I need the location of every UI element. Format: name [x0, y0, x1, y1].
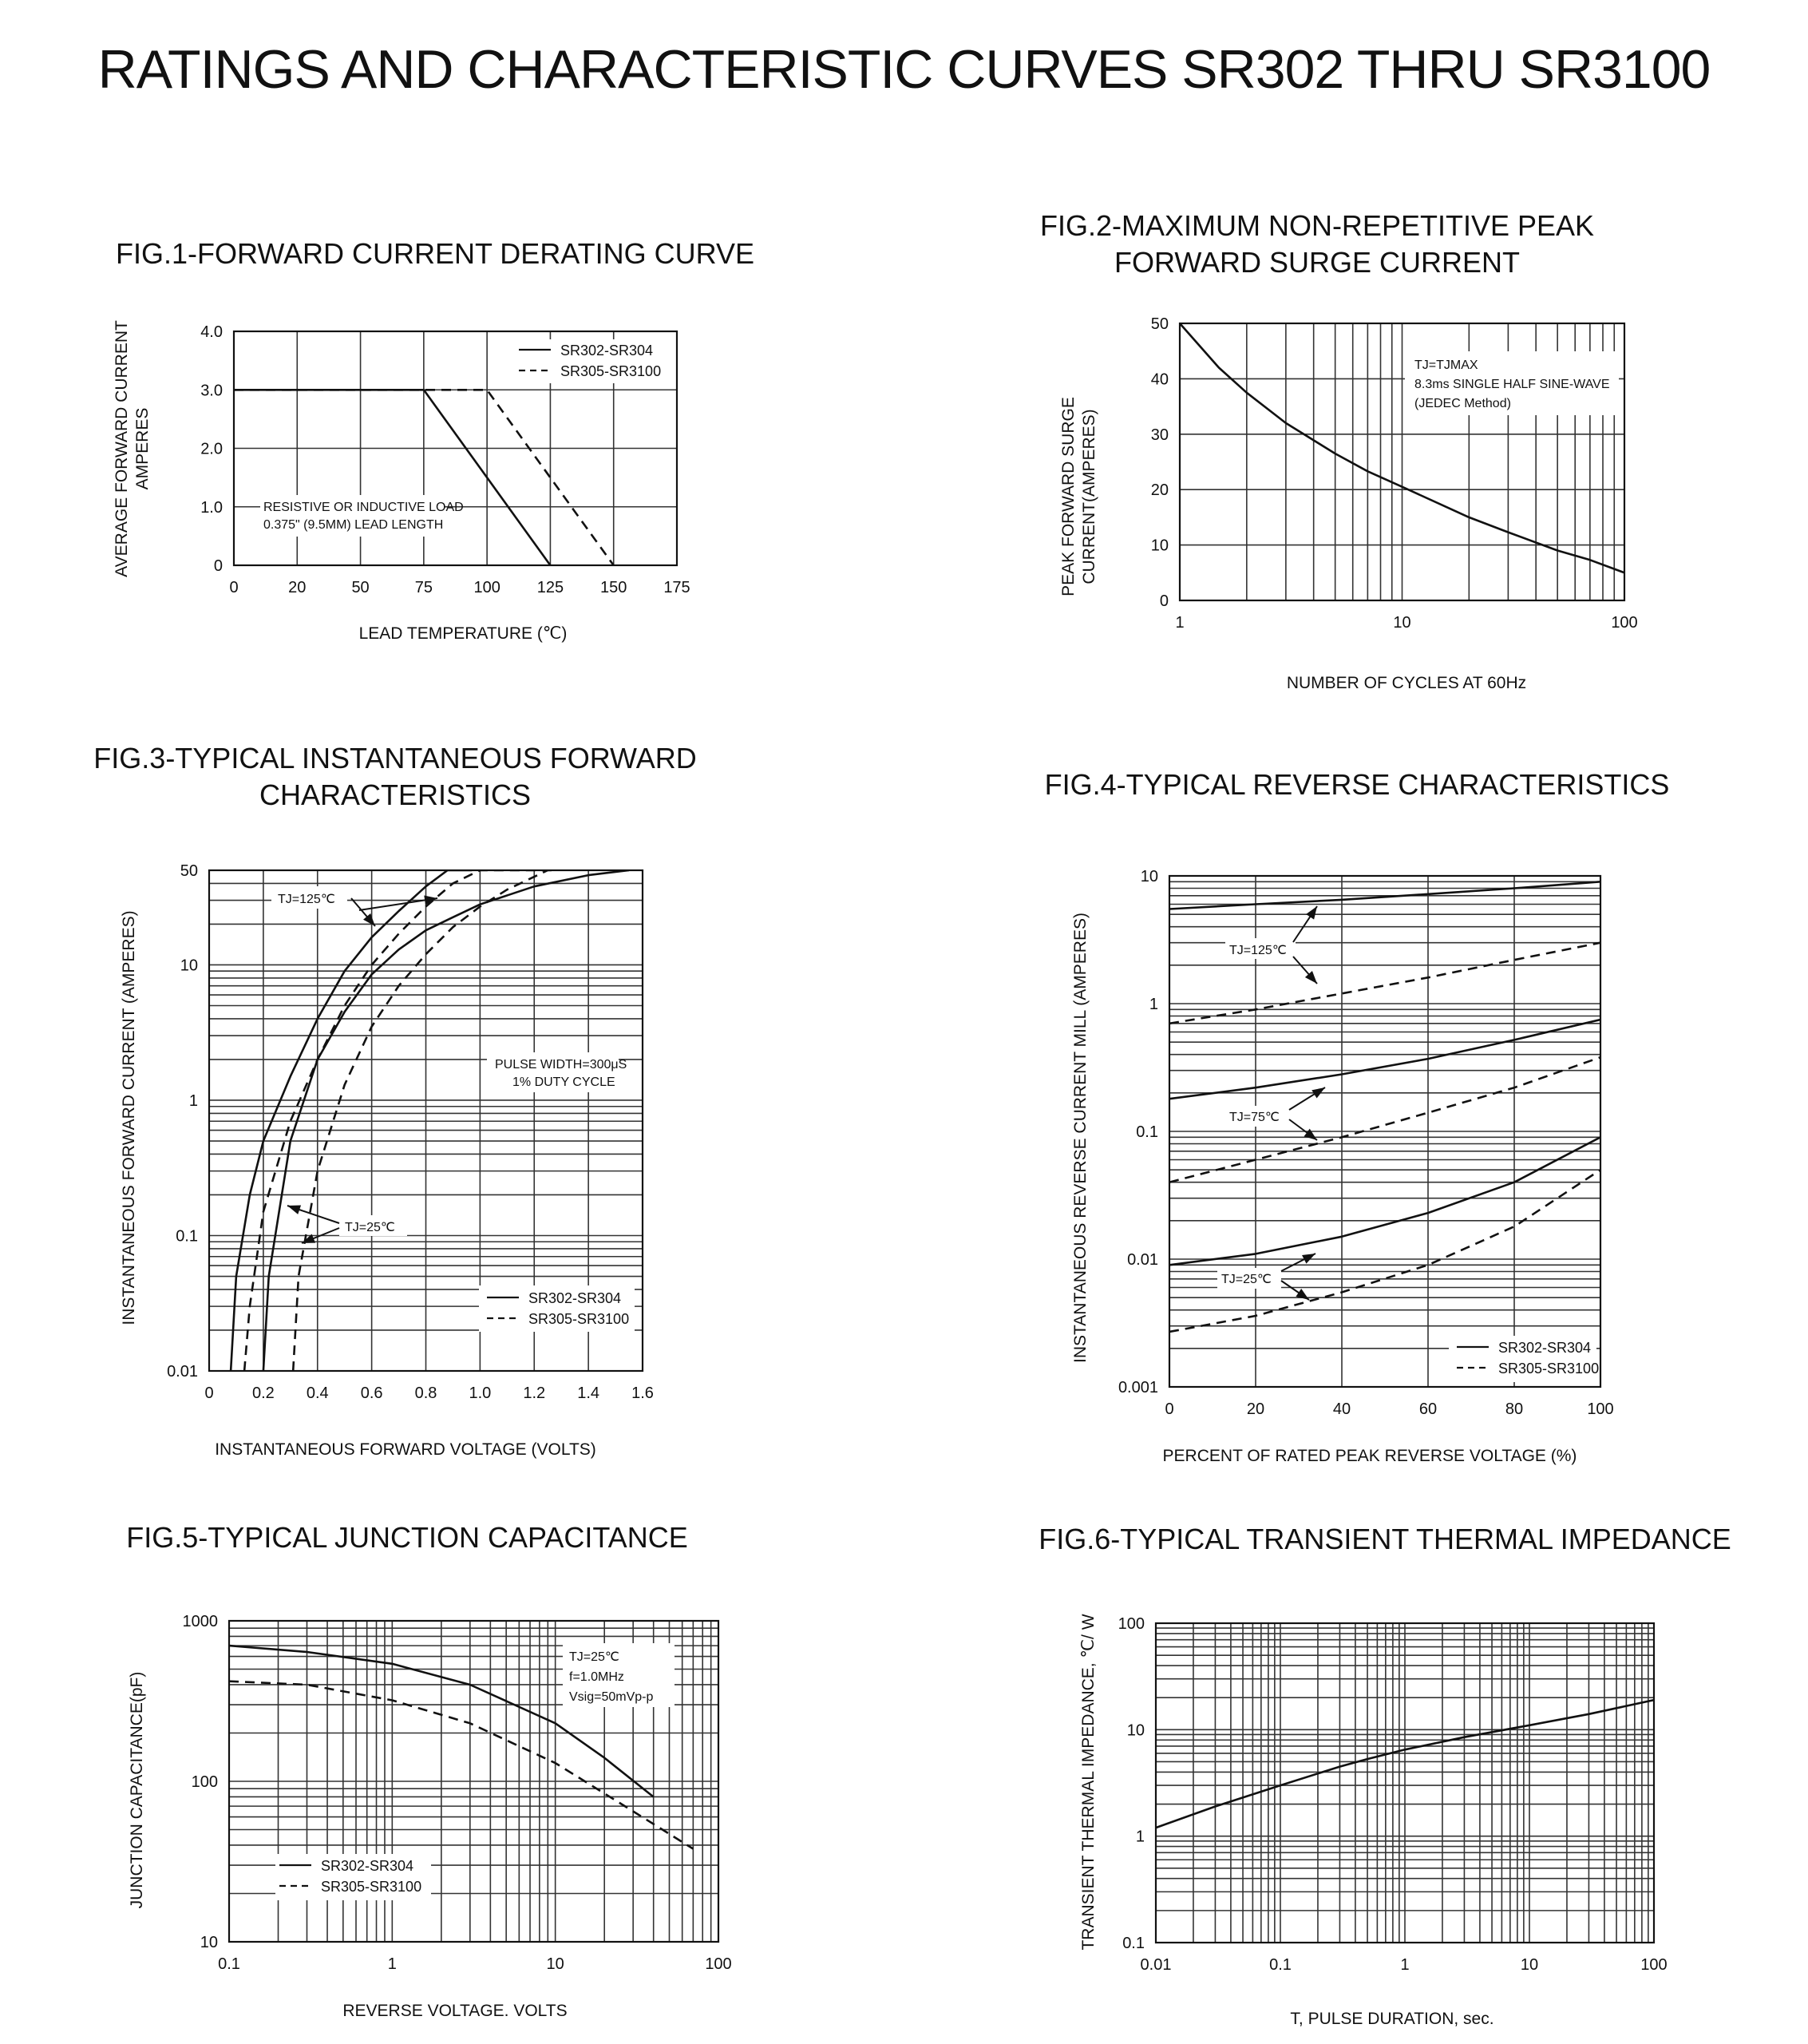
- chart-annotation: TJ=TJMAX: [1414, 358, 1478, 372]
- chart-annotation: 8.3ms SINGLE HALF SINE-WAVE: [1414, 378, 1610, 391]
- y-tick-label: 1000: [182, 1613, 218, 1630]
- legend-label-solid: SR302-SR304: [528, 1290, 622, 1306]
- y-tick-label: 0: [213, 557, 223, 575]
- chart-annotation-tj75: TJ=75℃: [1229, 1111, 1280, 1124]
- y-axis-label: CURRENT(AMPERES): [1080, 409, 1098, 584]
- y-tick-label: 0.01: [167, 1363, 198, 1380]
- y-tick-label: 1: [1149, 996, 1158, 1013]
- y-tick-label: 50: [1150, 315, 1169, 333]
- y-tick-label: 0.001: [1118, 1379, 1158, 1396]
- y-tick-label: 50: [180, 862, 198, 880]
- x-tick-label: 1.0: [469, 1384, 492, 1402]
- y-axis-label: AMPERES: [133, 407, 152, 490]
- x-tick-label: 80: [1505, 1400, 1524, 1418]
- x-tick-label: 0.1: [1269, 1956, 1292, 1974]
- page-title: RATINGS AND CHARACTERISTIC CURVES SR302 THRU SR3100: [97, 39, 1711, 100]
- x-tick-label: 1.2: [523, 1384, 546, 1402]
- chart-annotation-tj25: TJ=25℃: [345, 1221, 395, 1234]
- y-tick-label: 0.1: [1122, 1935, 1145, 1952]
- y-tick-label: 1: [1135, 1828, 1145, 1846]
- chart-annotation: TJ=25℃: [569, 1650, 619, 1664]
- chart-annotation-tj125: TJ=125℃: [1229, 944, 1287, 957]
- y-axis-label: TRANSIENT THERMAL IMPEDANCE, ℃/ W: [1079, 1614, 1098, 1951]
- x-axis-label: REVERSE VOLTAGE. VOLTS: [342, 2002, 568, 2020]
- x-tick-label: 0.8: [414, 1384, 437, 1402]
- y-tick-label: 10: [180, 957, 198, 975]
- x-tick-label: 20: [288, 579, 307, 596]
- x-tick-label: 10: [546, 1955, 564, 1973]
- x-tick-label: 0.6: [360, 1384, 383, 1402]
- x-tick-label: 100: [473, 579, 500, 596]
- x-tick-label: 20: [1246, 1400, 1265, 1418]
- y-axis-label: PEAK FORWARD SURGE: [1059, 397, 1078, 596]
- y-tick-label: 10: [1126, 1721, 1145, 1740]
- chart-annotation-tj125: TJ=125℃: [278, 893, 335, 906]
- legend-label-dashed: SR305-SR3100: [528, 1311, 630, 1327]
- chart-annotation: (JEDEC Method): [1414, 397, 1511, 410]
- x-tick-label: 75: [414, 579, 433, 596]
- x-tick-label: 1: [387, 1955, 397, 1973]
- chart-title: FIG.6-TYPICAL TRANSIENT THERMAL IMPEDANCE: [1039, 1523, 1731, 1555]
- x-axis-label: INSTANTANEOUS FORWARD VOLTAGE (VOLTS): [215, 1440, 596, 1459]
- y-axis-label: JUNCTION CAPACITANCE(pF): [128, 1671, 146, 1909]
- y-tick-label: 0: [1159, 592, 1169, 610]
- x-tick-label: 40: [1332, 1400, 1351, 1418]
- x-tick-label: 10: [1520, 1956, 1539, 1974]
- chart-title: FORWARD SURGE CURRENT: [1114, 246, 1521, 279]
- chart-title: FIG.5-TYPICAL JUNCTION CAPACITANCE: [126, 1521, 688, 1554]
- chart-annotation-duty: 1% DUTY CYCLE: [512, 1075, 615, 1089]
- x-tick-label: 0: [1165, 1400, 1174, 1418]
- legend-label-dashed: SR305-SR3100: [321, 1879, 422, 1895]
- chart-title: FIG.3-TYPICAL INSTANTANEOUS FORWARD: [93, 742, 697, 774]
- chart-annotation: f=1.0MHz: [569, 1670, 624, 1684]
- x-tick-label: 0.2: [251, 1384, 275, 1402]
- chart-title: FIG.2-MAXIMUM NON-REPETITIVE PEAK: [1039, 209, 1595, 242]
- y-tick-label: 3.0: [200, 382, 223, 400]
- chart-title: FIG.1-FORWARD CURRENT DERATING CURVE: [115, 237, 755, 270]
- legend-label-dashed: SR305-SR3100: [560, 363, 662, 379]
- y-tick-label: 10: [1140, 868, 1158, 885]
- x-tick-label: 50: [351, 579, 370, 596]
- chart-annotation-tj25: TJ=25℃: [1221, 1273, 1272, 1286]
- y-tick-label: 2.0: [200, 440, 223, 458]
- x-tick-label: 100: [705, 1955, 732, 1973]
- x-tick-label: 1: [1175, 614, 1185, 632]
- chart-annotation: 0.375" (9.5MM) LEAD LENGTH: [263, 518, 444, 532]
- y-tick-label: 0.1: [176, 1227, 198, 1246]
- y-tick-label: 1: [188, 1091, 198, 1110]
- x-tick-label: 150: [600, 579, 627, 596]
- x-tick-label: 10: [1393, 614, 1411, 632]
- x-tick-label: 100: [1611, 614, 1638, 632]
- chart-title: FIG.4-TYPICAL REVERSE CHARACTERISTICS: [1044, 768, 1670, 801]
- y-tick-label: 0.01: [1127, 1251, 1158, 1269]
- y-axis-label: INSTANTANEOUS FORWARD CURRENT (AMPERES): [120, 910, 138, 1325]
- legend-label-solid: SR302-SR304: [1498, 1340, 1592, 1356]
- x-tick-label: 0.1: [218, 1955, 240, 1973]
- y-axis-label: AVERAGE FORWARD CURRENT: [113, 320, 131, 577]
- legend-label-dashed: SR305-SR3100: [1498, 1361, 1600, 1377]
- y-tick-label: 100: [1118, 1615, 1145, 1633]
- x-tick-label: 60: [1418, 1400, 1438, 1418]
- x-tick-label: 0: [229, 579, 239, 596]
- chart-annotation: RESISTIVE OR INDUCTIVE LOAD: [263, 501, 464, 514]
- x-tick-label: 100: [1640, 1956, 1668, 1974]
- chart-title: CHARACTERISTICS: [259, 778, 532, 811]
- x-tick-label: 1.6: [631, 1384, 654, 1402]
- x-tick-label: 0.4: [306, 1384, 329, 1402]
- x-tick-label: 100: [1587, 1400, 1614, 1418]
- legend-label-solid: SR302-SR304: [321, 1858, 414, 1874]
- y-tick-label: 4.0: [200, 323, 223, 341]
- y-tick-label: 40: [1150, 370, 1169, 389]
- x-tick-label: 0: [204, 1384, 214, 1402]
- legend-label-solid: SR302-SR304: [560, 343, 654, 358]
- x-tick-label: 175: [663, 579, 690, 596]
- x-axis-label: LEAD TEMPERATURE (℃): [358, 624, 568, 643]
- x-tick-label: 125: [536, 579, 564, 596]
- chart-annotation-pulse: PULSE WIDTH=300μS: [495, 1058, 627, 1072]
- x-axis-label: NUMBER OF CYCLES AT 60Hz: [1286, 674, 1527, 692]
- y-tick-label: 0.1: [1136, 1123, 1158, 1141]
- y-tick-label: 10: [1150, 537, 1169, 555]
- x-tick-label: 0.01: [1140, 1956, 1172, 1974]
- x-axis-label: PERCENT OF RATED PEAK REVERSE VOLTAGE (%): [1162, 1447, 1577, 1465]
- y-axis-label: INSTANTANEOUS REVERSE CURRENT MILL (AMPERES): [1071, 913, 1090, 1363]
- y-tick-label: 1.0: [200, 498, 223, 517]
- x-tick-label: 1: [1400, 1956, 1410, 1974]
- chart-annotation: Vsig=50mVp-p: [569, 1690, 654, 1704]
- x-axis-label: T, PULSE DURATION, sec.: [1290, 2010, 1494, 2028]
- y-tick-label: 30: [1150, 426, 1169, 444]
- y-tick-label: 100: [191, 1773, 218, 1791]
- x-tick-label: 1.4: [577, 1384, 600, 1402]
- y-tick-label: 20: [1150, 481, 1169, 500]
- y-tick-label: 10: [200, 1934, 218, 1951]
